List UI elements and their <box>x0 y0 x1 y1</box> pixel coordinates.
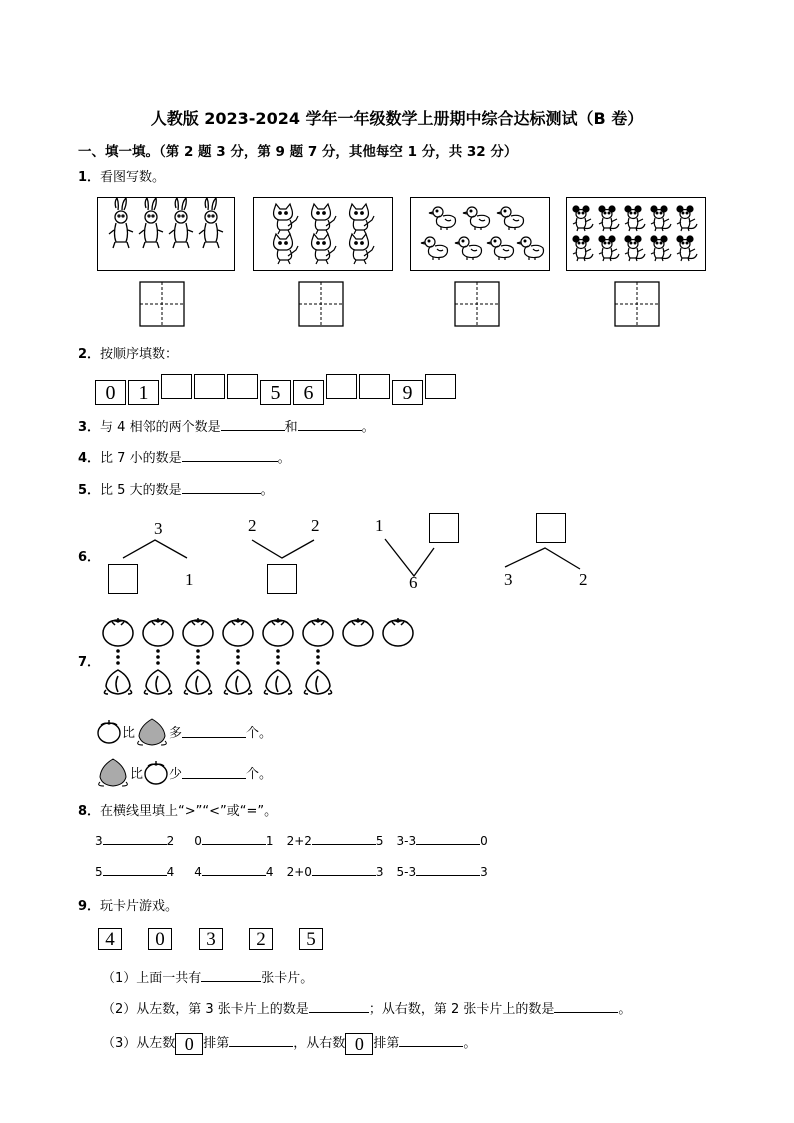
compare-term: 4 <box>166 865 175 879</box>
question-7 <box>78 651 100 670</box>
answer-blank[interactable] <box>182 448 278 462</box>
question-text: 比 <box>130 766 144 782</box>
sequence-cell-blank[interactable] <box>425 374 456 399</box>
answer-blank[interactable] <box>416 833 480 845</box>
answer-blank[interactable] <box>309 999 369 1013</box>
sub-question-1 <box>102 967 313 986</box>
question-text: 比 5 大的数是 <box>100 483 182 498</box>
answer-blank[interactable] <box>202 864 266 876</box>
rabbit-icons <box>98 198 233 269</box>
compare-term: 5-3 <box>396 865 417 879</box>
question-text: 比 7 小的数是 <box>100 451 182 466</box>
compare-term: 3 <box>95 834 103 848</box>
bond-number: 3 <box>504 570 513 589</box>
question-6 <box>78 546 100 565</box>
question-text: 排第 <box>203 1036 230 1051</box>
peach-icon <box>224 670 251 694</box>
question-text: 按顺序填数： <box>100 347 179 362</box>
compare-term: 3 <box>375 865 384 879</box>
question-number: 5． <box>78 483 101 498</box>
inline-number-card: 0 <box>175 1033 203 1055</box>
answer-blank[interactable] <box>201 968 261 982</box>
tomato-icon <box>223 618 253 646</box>
question-text: 多 <box>169 725 183 741</box>
bond-number: 2 <box>248 516 257 535</box>
answer-blank[interactable] <box>554 999 618 1013</box>
question-number: 7． <box>78 655 101 670</box>
number-card: 0 <box>148 928 172 950</box>
compare-term: 2 <box>166 834 175 848</box>
question-5 <box>78 479 274 498</box>
tomato-icon <box>383 618 413 646</box>
question-number: 2． <box>78 347 101 362</box>
bond-number: 3 <box>154 519 163 538</box>
answer-blank[interactable] <box>221 417 285 431</box>
question-text: （2）从左数，第 3 张卡片上的数是 <box>102 1002 309 1017</box>
compare-term: 0 <box>194 834 202 848</box>
answer-grid-chick[interactable] <box>454 281 500 331</box>
answer-blank[interactable] <box>312 833 376 845</box>
answer-blank[interactable] <box>103 864 167 876</box>
page-title: 人教版 2023-2024 学年一年级数学上册期中综合达标测试（B 卷） <box>150 109 644 128</box>
question-text: （3）从左数 <box>102 1036 176 1051</box>
question-4 <box>78 447 291 466</box>
question-text: （1）上面一共有 <box>102 971 202 986</box>
question-1 <box>78 166 165 185</box>
tomato-peach-picture <box>100 612 420 702</box>
cat-icons <box>254 198 391 269</box>
question-text: 张卡片。 <box>261 971 314 986</box>
peach-icon <box>304 670 331 694</box>
bond-blank-box[interactable] <box>536 513 566 543</box>
sequence-cell-blank[interactable] <box>359 374 390 399</box>
question-text: 看图写数。 <box>100 170 166 185</box>
question-3 <box>78 416 375 435</box>
question-8 <box>78 800 277 819</box>
compare-term: 5 <box>95 865 103 879</box>
tomato-icon <box>103 618 133 646</box>
compare-term: 2+2 <box>286 834 312 848</box>
bond-number: 2 <box>579 570 588 589</box>
question-text: 少 <box>169 766 183 782</box>
tomato-icon <box>263 618 293 646</box>
peach-icon <box>104 670 131 694</box>
question-number: 1． <box>78 170 101 185</box>
answer-grid-cat[interactable] <box>298 281 344 331</box>
peach-icon <box>96 756 130 788</box>
compare-term: 3 <box>480 865 488 879</box>
bond-number: 2 <box>311 516 320 535</box>
answer-blank[interactable] <box>202 833 266 845</box>
answer-blank[interactable] <box>399 1033 463 1047</box>
peach-icon <box>184 670 211 694</box>
question-number: 6． <box>78 550 101 565</box>
compare-row-1 <box>95 833 488 848</box>
answer-blank[interactable] <box>182 480 261 494</box>
question-number: 3． <box>78 420 101 435</box>
sub-question-2 <box>102 998 631 1017</box>
number-card: 3 <box>199 928 223 950</box>
rabbit-picture-box <box>97 197 235 271</box>
compare-term: 0 <box>480 834 488 848</box>
tomato-icon <box>143 618 173 646</box>
peach-icon <box>144 670 171 694</box>
answer-blank[interactable] <box>416 864 480 876</box>
question-9 <box>78 895 178 914</box>
question-text: 。 <box>618 1002 632 1017</box>
question-number: 4． <box>78 451 101 466</box>
question-text: 比 <box>122 725 136 741</box>
inline-number-card: 0 <box>345 1033 373 1055</box>
compare-line-2 <box>96 756 272 788</box>
compare-term: 1 <box>265 834 274 848</box>
compare-term: 2+0 <box>286 865 312 879</box>
compare-row-2 <box>95 864 488 879</box>
tomato-icon <box>343 618 373 646</box>
question-text: ；从右数，第 2 张卡片上的数是 <box>368 1002 555 1017</box>
peach-icon <box>135 716 169 746</box>
question-text: 和 <box>284 420 298 435</box>
bond-number: 1 <box>185 570 194 589</box>
number-card: 4 <box>98 928 122 950</box>
bond-number: 6 <box>409 573 418 592</box>
compare-term: 4 <box>194 865 202 879</box>
answer-grid-rabbit[interactable] <box>139 281 185 331</box>
compare-line-1 <box>96 716 272 746</box>
tomato-icon <box>303 618 333 646</box>
number-card: 5 <box>299 928 323 950</box>
question-text: 排第 <box>373 1036 400 1051</box>
bond-blank-box[interactable] <box>429 513 459 543</box>
bond-number: 1 <box>375 516 384 535</box>
question-2 <box>78 343 178 362</box>
sequence-cell-blank[interactable] <box>227 374 258 399</box>
sequence-cell-blank[interactable] <box>161 374 192 399</box>
question-text: 个。 <box>246 725 273 741</box>
answer-blank[interactable] <box>298 417 362 431</box>
bond-blank-box[interactable] <box>108 564 138 594</box>
answer-blank[interactable] <box>182 765 246 779</box>
question-text: 与 4 相邻的两个数是 <box>100 420 221 435</box>
chick-picture-box <box>410 197 550 271</box>
section-heading: 一、填一填。（第 2 题 3 分，第 9 题 7 分，其他每空 1 分，共 32 分） <box>78 144 518 160</box>
compare-term: 5 <box>375 834 384 848</box>
question-number: 8． <box>78 804 101 819</box>
sequence-cell-blank[interactable] <box>326 374 357 399</box>
cat-picture-box <box>253 197 393 271</box>
question-text: 个。 <box>246 766 273 782</box>
answer-blank[interactable] <box>229 1033 293 1047</box>
answer-blank[interactable] <box>103 833 167 845</box>
number-card: 2 <box>249 928 273 950</box>
number-sequence <box>95 374 458 405</box>
answer-blank[interactable] <box>312 864 376 876</box>
sequence-cell: 0 <box>95 380 126 405</box>
sequence-cell: 5 <box>260 380 291 405</box>
mouse-icons <box>567 198 704 269</box>
peach-icon <box>264 670 291 694</box>
tomato-icon <box>143 759 169 785</box>
question-number: 9． <box>78 899 101 914</box>
sequence-cell: 9 <box>392 380 423 405</box>
question-text: 。 <box>260 483 274 498</box>
question-text: 。 <box>277 451 291 466</box>
answer-blank[interactable] <box>182 724 246 738</box>
question-text: 。 <box>463 1036 477 1051</box>
compare-term: 4 <box>265 865 274 879</box>
answer-grid-mouse[interactable] <box>614 281 660 331</box>
sequence-cell-blank[interactable] <box>194 374 225 399</box>
sequence-cell: 1 <box>128 380 159 405</box>
mouse-picture-box <box>566 197 706 271</box>
tomato-icon <box>183 618 213 646</box>
tomato-icon <box>96 718 122 744</box>
sequence-cell: 6 <box>293 380 324 405</box>
question-text: ，从右数 <box>293 1036 346 1051</box>
question-text: 玩卡片游戏。 <box>100 899 179 914</box>
compare-term: 3-3 <box>396 834 417 848</box>
chick-icons <box>411 198 548 269</box>
sub-question-3 <box>102 1032 476 1055</box>
question-text: 。 <box>361 420 375 435</box>
question-text: 在横线里填上“>”“<”或“=”。 <box>100 804 278 819</box>
bond-blank-box[interactable] <box>267 564 297 594</box>
